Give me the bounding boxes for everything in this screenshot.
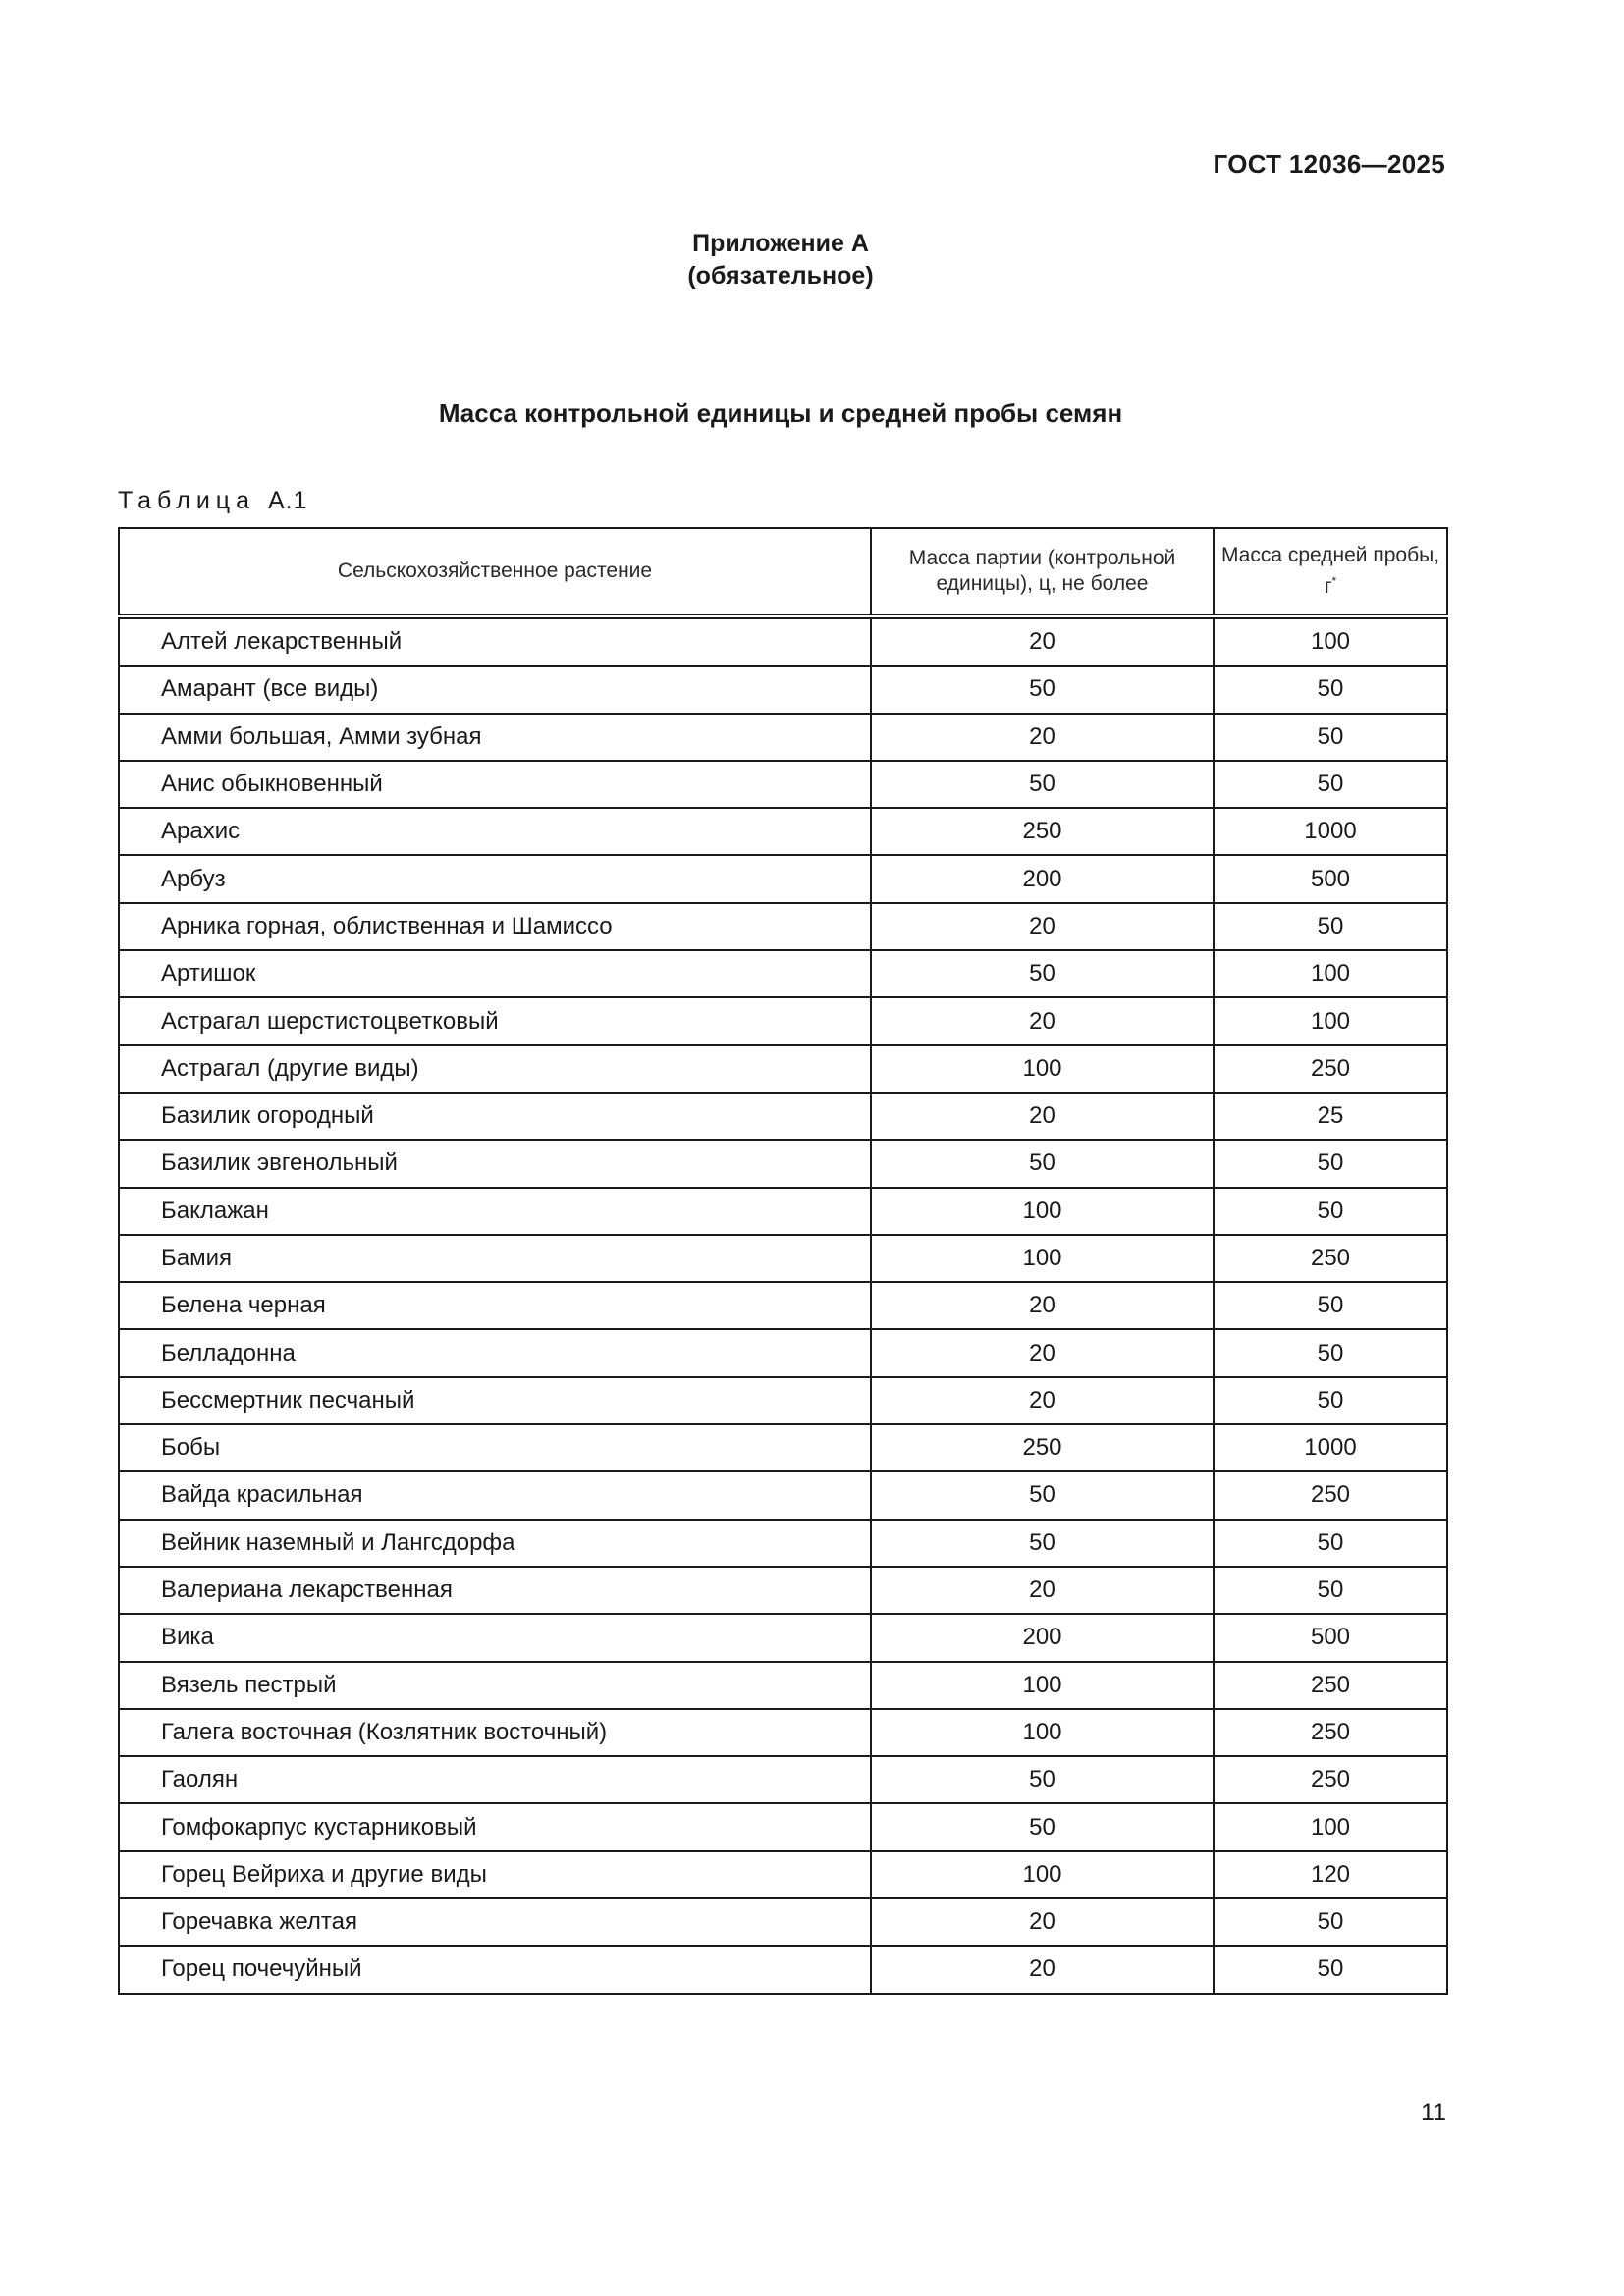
cell-sample-mass: 50 — [1214, 1329, 1447, 1376]
cell-plant: Вейник наземный и Лангсдорфа — [119, 1520, 871, 1567]
annex-heading — [0, 228, 1561, 293]
table-caption-word: Таблица — [118, 487, 256, 514]
seed-mass-table — [118, 527, 1448, 1995]
cell-plant: Бамия — [119, 1235, 871, 1282]
table-caption — [118, 487, 308, 515]
cell-lot-mass: 50 — [871, 666, 1214, 713]
table-row — [119, 1756, 1447, 1803]
page-number: 11 — [1421, 2099, 1446, 2126]
annex-title: Приложение А — [692, 230, 869, 257]
cell-sample-mass: 50 — [1214, 1282, 1447, 1329]
table-row — [119, 616, 1447, 666]
table-row — [119, 1662, 1447, 1709]
cell-lot-mass: 20 — [871, 616, 1214, 666]
table-row — [119, 808, 1447, 855]
cell-lot-mass: 20 — [871, 714, 1214, 761]
cell-lot-mass: 20 — [871, 1946, 1214, 1993]
cell-lot-mass: 20 — [871, 1898, 1214, 1946]
cell-sample-mass: 500 — [1214, 855, 1447, 902]
cell-plant: Валериана лекарственная — [119, 1567, 871, 1614]
table-row — [119, 761, 1447, 808]
table-row — [119, 1803, 1447, 1850]
cell-plant: Белена черная — [119, 1282, 871, 1329]
cell-plant: Гаолян — [119, 1756, 871, 1803]
cell-lot-mass: 100 — [871, 1235, 1214, 1282]
table-row — [119, 1424, 1447, 1471]
cell-sample-mass: 250 — [1214, 1709, 1447, 1756]
cell-plant: Амми большая, Амми зубная — [119, 714, 871, 761]
table-row — [119, 1140, 1447, 1187]
cell-lot-mass: 50 — [871, 950, 1214, 997]
cell-plant: Базилик эвгенольный — [119, 1140, 871, 1187]
cell-sample-mass: 120 — [1214, 1851, 1447, 1898]
cell-sample-mass: 50 — [1214, 903, 1447, 950]
cell-sample-mass: 50 — [1214, 1946, 1447, 1993]
cell-plant: Вязель пестрый — [119, 1662, 871, 1709]
cell-plant: Артишок — [119, 950, 871, 997]
cell-plant: Астрагал (другие виды) — [119, 1045, 871, 1093]
cell-sample-mass: 250 — [1214, 1471, 1447, 1519]
cell-sample-mass: 50 — [1214, 666, 1447, 713]
cell-sample-mass: 50 — [1214, 1188, 1447, 1235]
cell-plant: Арахис — [119, 808, 871, 855]
cell-lot-mass: 200 — [871, 855, 1214, 902]
header-lot-mass: Масса партии (контрольной единицы), ц, не более — [871, 528, 1214, 616]
table-row — [119, 1045, 1447, 1093]
cell-sample-mass: 50 — [1214, 761, 1447, 808]
table-row — [119, 1898, 1447, 1946]
table-row — [119, 1471, 1447, 1519]
cell-lot-mass: 20 — [871, 1282, 1214, 1329]
cell-sample-mass: 50 — [1214, 714, 1447, 761]
annex-status: (обязательное) — [687, 262, 874, 290]
table-row — [119, 1614, 1447, 1661]
cell-lot-mass: 20 — [871, 997, 1214, 1044]
cell-lot-mass: 50 — [871, 1140, 1214, 1187]
cell-lot-mass: 50 — [871, 1471, 1214, 1519]
document-id: ГОСТ 12036—2025 — [1213, 149, 1445, 179]
table-row — [119, 1093, 1447, 1140]
cell-lot-mass: 200 — [871, 1614, 1214, 1661]
cell-plant: Бессмертник песчаный — [119, 1377, 871, 1424]
cell-plant: Амарант (все виды) — [119, 666, 871, 713]
cell-plant: Анис обыкновенный — [119, 761, 871, 808]
cell-sample-mass: 100 — [1214, 997, 1447, 1044]
table-row — [119, 1235, 1447, 1282]
table-row — [119, 997, 1447, 1044]
table-row — [119, 1851, 1447, 1898]
cell-lot-mass: 50 — [871, 1803, 1214, 1850]
table-row — [119, 714, 1447, 761]
table-row — [119, 1282, 1447, 1329]
cell-plant: Белладонна — [119, 1329, 871, 1376]
cell-plant: Вайда красильная — [119, 1471, 871, 1519]
cell-plant: Астрагал шерстистоцветковый — [119, 997, 871, 1044]
header-sample-mass — [1214, 528, 1447, 616]
cell-plant: Горечавка желтая — [119, 1898, 871, 1946]
cell-sample-mass: 50 — [1214, 1520, 1447, 1567]
cell-sample-mass: 1000 — [1214, 1424, 1447, 1471]
cell-plant: Арника горная, облиственная и Шамиссо — [119, 903, 871, 950]
table-row — [119, 1188, 1447, 1235]
table-caption-number: А.1 — [267, 487, 308, 514]
cell-plant: Вика — [119, 1614, 871, 1661]
cell-lot-mass: 100 — [871, 1045, 1214, 1093]
cell-lot-mass: 250 — [871, 1424, 1214, 1471]
cell-sample-mass: 250 — [1214, 1235, 1447, 1282]
cell-lot-mass: 50 — [871, 1520, 1214, 1567]
cell-sample-mass: 100 — [1214, 616, 1447, 666]
table-row — [119, 1567, 1447, 1614]
cell-sample-mass: 250 — [1214, 1756, 1447, 1803]
cell-lot-mass: 100 — [871, 1662, 1214, 1709]
cell-lot-mass: 50 — [871, 761, 1214, 808]
table-row — [119, 1520, 1447, 1567]
cell-plant: Баклажан — [119, 1188, 871, 1235]
table-row — [119, 903, 1447, 950]
cell-sample-mass: 25 — [1214, 1093, 1447, 1140]
cell-lot-mass: 20 — [871, 1377, 1214, 1424]
cell-sample-mass: 100 — [1214, 1803, 1447, 1850]
cell-plant: Горец почечуйный — [119, 1946, 871, 1993]
cell-plant: Алтей лекарственный — [119, 616, 871, 666]
cell-lot-mass: 100 — [871, 1188, 1214, 1235]
header-plant: Сельскохозяйственное растение — [119, 528, 871, 616]
cell-sample-mass: 250 — [1214, 1662, 1447, 1709]
header-sample-mass-text: Масса средней пробы, г — [1220, 544, 1440, 598]
cell-plant: Галега восточная (Козлятник восточный) — [119, 1709, 871, 1756]
table-row — [119, 950, 1447, 997]
table-row — [119, 1709, 1447, 1756]
cell-plant: Горец Вейриха и другие виды — [119, 1851, 871, 1898]
table-header-row — [119, 528, 1447, 616]
cell-lot-mass: 50 — [871, 1756, 1214, 1803]
cell-sample-mass: 50 — [1214, 1898, 1447, 1946]
table-row — [119, 855, 1447, 902]
cell-lot-mass: 250 — [871, 808, 1214, 855]
cell-lot-mass: 20 — [871, 1093, 1214, 1140]
cell-plant: Базилик огородный — [119, 1093, 871, 1140]
cell-lot-mass: 100 — [871, 1851, 1214, 1898]
cell-lot-mass: 20 — [871, 1567, 1214, 1614]
section-title: Масса контрольной единицы и средней пробы семян — [438, 399, 1123, 428]
cell-plant: Арбуз — [119, 855, 871, 902]
cell-sample-mass: 100 — [1214, 950, 1447, 997]
header-sample-mass-mark: * — [1331, 574, 1337, 588]
cell-sample-mass: 50 — [1214, 1377, 1447, 1424]
cell-plant: Бобы — [119, 1424, 871, 1471]
cell-lot-mass: 20 — [871, 903, 1214, 950]
cell-lot-mass: 20 — [871, 1329, 1214, 1376]
cell-lot-mass: 100 — [871, 1709, 1214, 1756]
table-row — [119, 1377, 1447, 1424]
cell-sample-mass: 1000 — [1214, 808, 1447, 855]
table-row — [119, 666, 1447, 713]
cell-sample-mass: 250 — [1214, 1045, 1447, 1093]
cell-sample-mass: 500 — [1214, 1614, 1447, 1661]
table-row — [119, 1329, 1447, 1376]
cell-sample-mass: 50 — [1214, 1567, 1447, 1614]
table-row — [119, 1946, 1447, 1993]
cell-plant: Гомфокарпус кустарниковый — [119, 1803, 871, 1850]
cell-sample-mass: 50 — [1214, 1140, 1447, 1187]
